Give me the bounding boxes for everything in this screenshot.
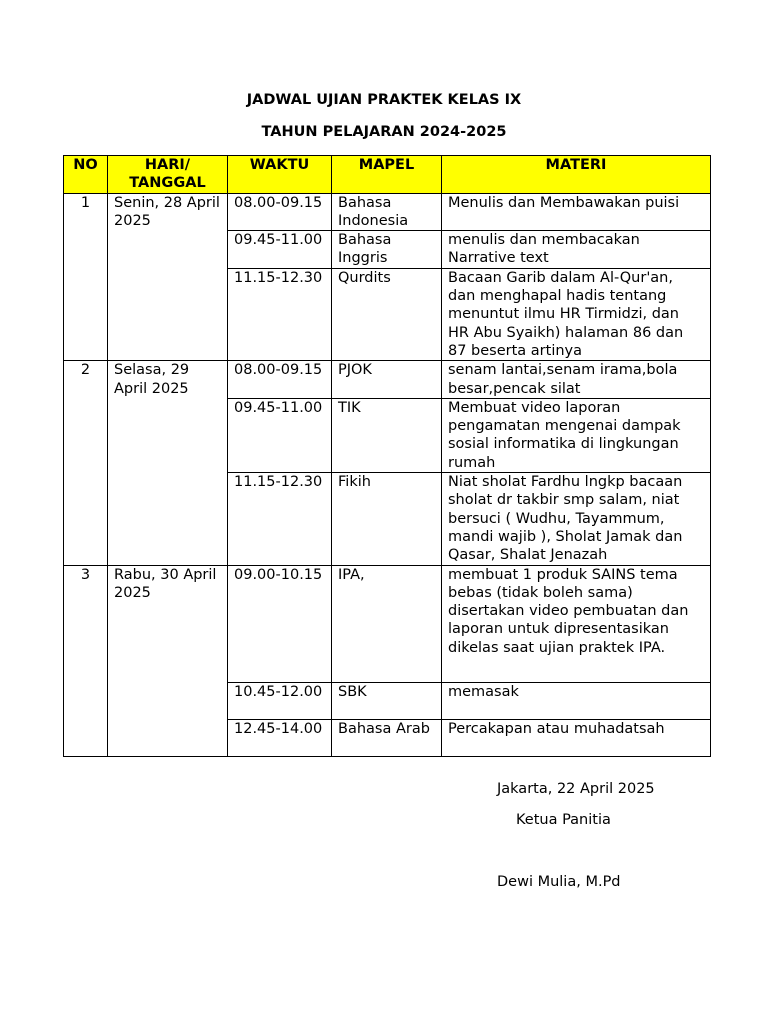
schedule-table [63,155,711,757]
exam-time: 09.45-11.00 [228,231,332,269]
table-header-row [64,156,711,194]
exam-material: Percakapan atau muhadatsah [442,719,711,756]
table-row [64,193,711,231]
table-row [64,361,711,399]
exam-material: membuat 1 produk SAINS tema bebas (tidak boleh sama) disertakan video pembuatan dan laporan untuk dipresentasikan dikelas saat ujian praktek IPA. [442,565,711,682]
exam-material: Niat sholat Fardhu lngkp bacaan sholat dr takbir smp salam, niat bersuci ( Wudhu, Tayammum, mandi wajib ), Sholat Jamak dan Qasar, Shalat Jenazah [442,473,711,565]
exam-material: memasak [442,682,711,719]
table-row [64,565,711,682]
exam-time: 11.15-12.30 [228,268,332,360]
exam-time: 11.15-12.30 [228,473,332,565]
exam-subject: PJOK [332,361,442,399]
exam-subject: Qurdits [332,268,442,360]
exam-subject: Bahasa Arab [332,719,442,756]
exam-subject: TIK [332,398,442,472]
signature-name: Dewi Mulia, M.Pd [497,874,621,890]
exam-time: 10.45-12.00 [228,682,332,719]
document-subtitle: TAHUN PELAJARAN 2024-2025 [261,124,507,140]
exam-time: 08.00-09.15 [228,193,332,231]
exam-subject: Fikih [332,473,442,565]
exam-day: Selasa, 29 April 2025 [108,361,228,565]
exam-subject: Bahasa Indonesia [332,193,442,231]
exam-material: Bacaan Garib dalam Al-Qur'an, dan menghapal hadis tentang menuntut ilmu HR Tirmidzi, dan HR Abu Syaikh) halaman 86 dan 87 beserta artinya [442,268,711,360]
exam-material: senam lantai,senam irama,bola besar,pencak silat [442,361,711,399]
exam-material: Menulis dan Membawakan puisi [442,193,711,231]
row-number: 1 [64,193,108,361]
document-title: JADWAL UJIAN PRAKTEK KELAS IX [246,92,522,108]
exam-time: 08.00-09.15 [228,361,332,399]
exam-time: 09.45-11.00 [228,398,332,472]
exam-subject: Bahasa Inggris [332,231,442,269]
exam-time: 12.45-14.00 [228,719,332,756]
exam-material: menulis dan membacakan Narrative text [442,231,711,269]
row-number: 2 [64,361,108,565]
exam-day: Senin, 28 April 2025 [108,193,228,361]
signature-role: Ketua Panitia [516,812,611,828]
signature-place-date: Jakarta, 22 April 2025 [497,781,655,797]
column-header-no: NO [64,156,108,194]
column-header-time: WAKTU [228,156,332,194]
row-number: 3 [64,565,108,756]
column-header-subject: MAPEL [332,156,442,194]
exam-day: Rabu, 30 April 2025 [108,565,228,756]
exam-material: Membuat video laporan pengamatan mengenai dampak sosial informatika di lingkungan rumah [442,398,711,472]
exam-subject: SBK [332,682,442,719]
column-header-day: HARI/ TANGGAL [108,156,228,194]
column-header-material: MATERI [442,156,711,194]
exam-subject: IPA, [332,565,442,682]
exam-time: 09.00-10.15 [228,565,332,682]
